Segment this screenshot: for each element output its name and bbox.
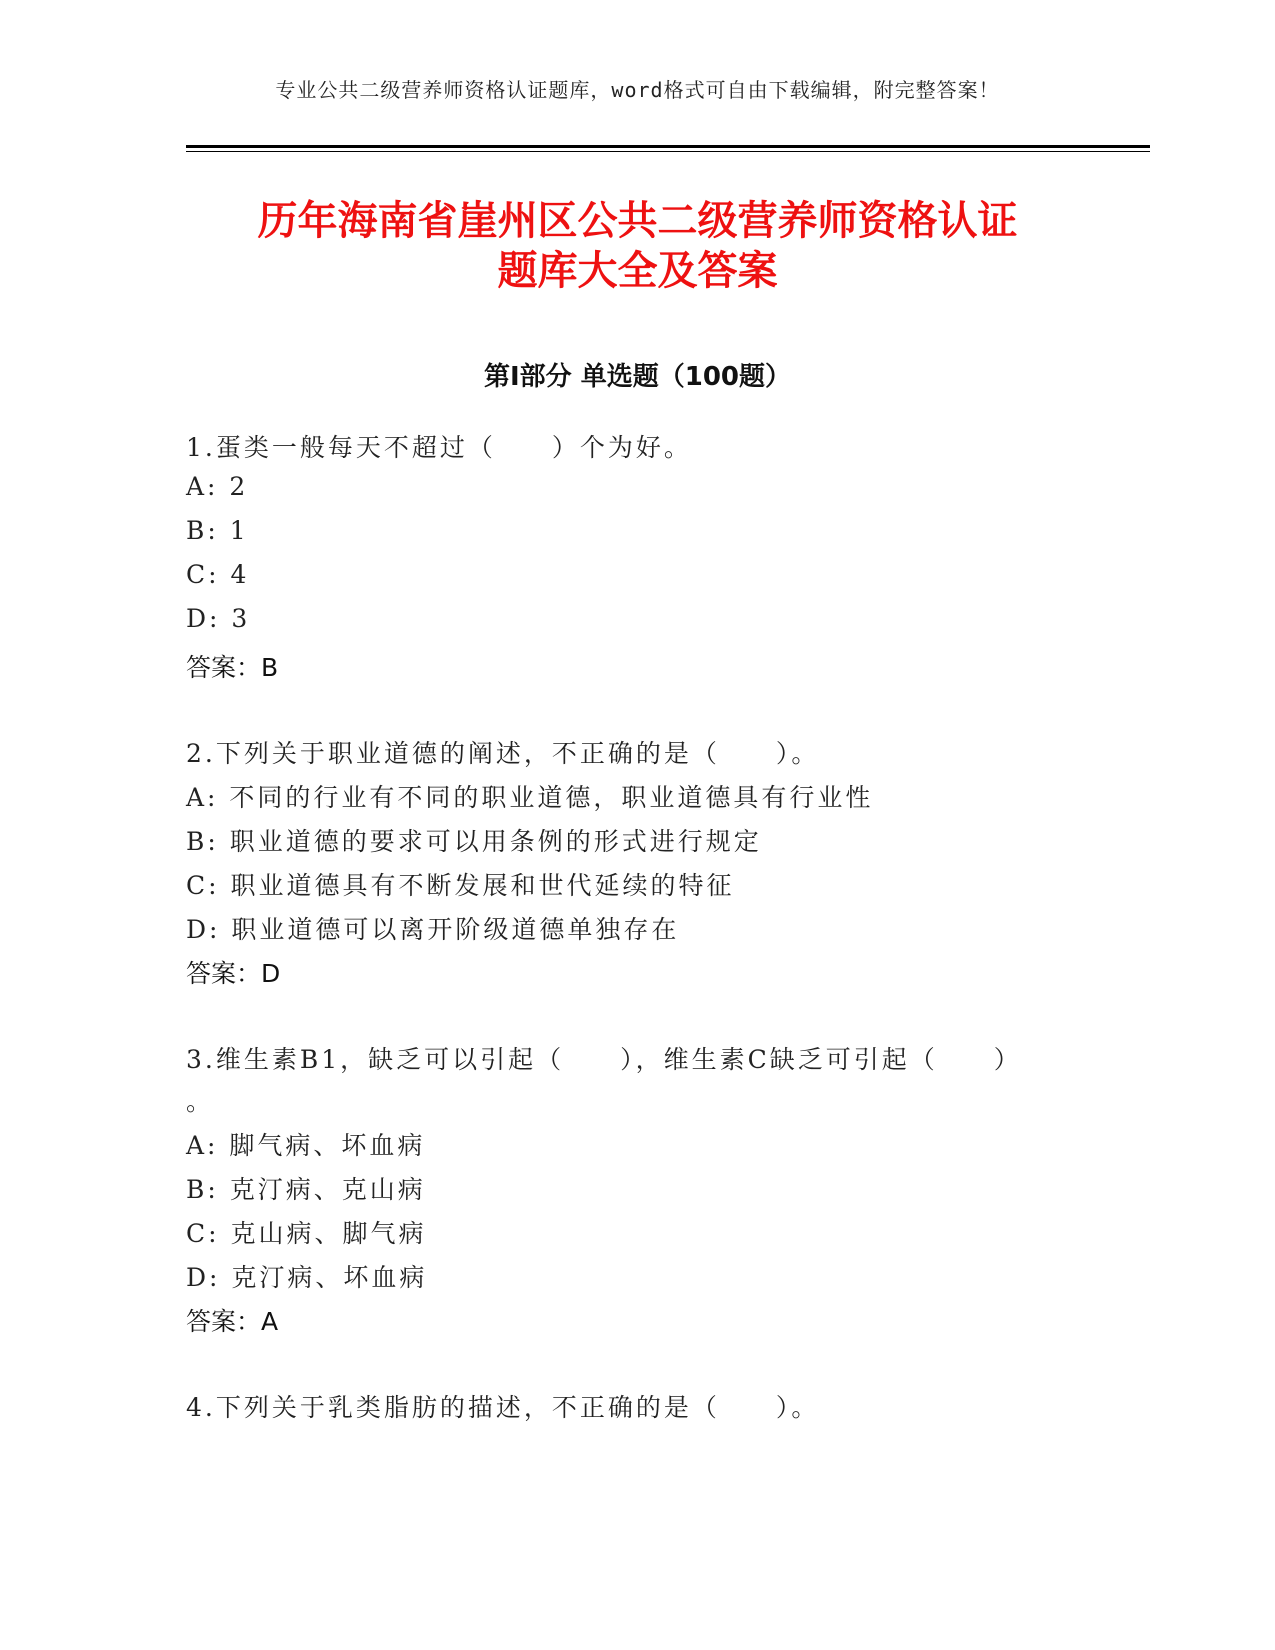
question-2-stem: 2.下列关于职业道德的阐述，不正确的是（ ）。: [186, 739, 820, 768]
document-title-line-1: 历年海南省崖州区公共二级营养师资格认证: [257, 198, 1018, 244]
question-2-option-d: D: 职业道德可以离开阶级道德单独存在: [186, 915, 680, 944]
question-1-stem: 1.蛋类一般每天不超过（ ）个为好。: [186, 433, 692, 462]
question-3-answer: 答案：A: [186, 1307, 279, 1336]
question-4-stem: 4.下列关于乳类脂肪的描述，不正确的是（ ）。: [186, 1393, 820, 1422]
question-1-option-c: C: 4: [186, 560, 250, 589]
question-1-option-b: B: 1: [186, 516, 249, 545]
question-3-option-c: C: 克山病、脚气病: [186, 1219, 427, 1248]
question-2-option-c: C: 职业道德具有不断发展和世代延续的特征: [186, 871, 735, 900]
question-1-answer: 答案：B: [186, 653, 279, 682]
document-title-line-2: 题库大全及答案: [497, 248, 778, 294]
question-2-option-b: B: 职业道德的要求可以用条例的形式进行规定: [186, 827, 762, 856]
page-header: 专业公共二级营养师资格认证题库，word格式可自由下载编辑，附完整答案！: [275, 78, 1000, 102]
question-3-option-b: B: 克汀病、克山病: [186, 1175, 426, 1204]
question-3-stem-continued: 。: [186, 1087, 215, 1116]
question-1-option-d: D: 3: [186, 604, 251, 633]
question-1-option-a: A: 2: [186, 472, 249, 501]
document-title: [150, 196, 1125, 296]
section-heading: 第Ⅰ部分 单选题（100题）: [484, 362, 791, 392]
header-rule-thin: [186, 151, 1150, 152]
question-3-stem: 3.维生素B1，缺乏可以引起（ ），维生素C缺乏可引起（ ）: [186, 1045, 1022, 1074]
question-3-option-d: D: 克汀病、坏血病: [186, 1263, 428, 1292]
question-3-option-a: A: 脚气病、坏血病: [186, 1131, 426, 1160]
question-2-option-a: A: 不同的行业有不同的职业道德，职业道德具有行业性: [186, 783, 874, 812]
question-2-answer: 答案：D: [186, 959, 281, 988]
header-rule-thick: [186, 145, 1150, 148]
